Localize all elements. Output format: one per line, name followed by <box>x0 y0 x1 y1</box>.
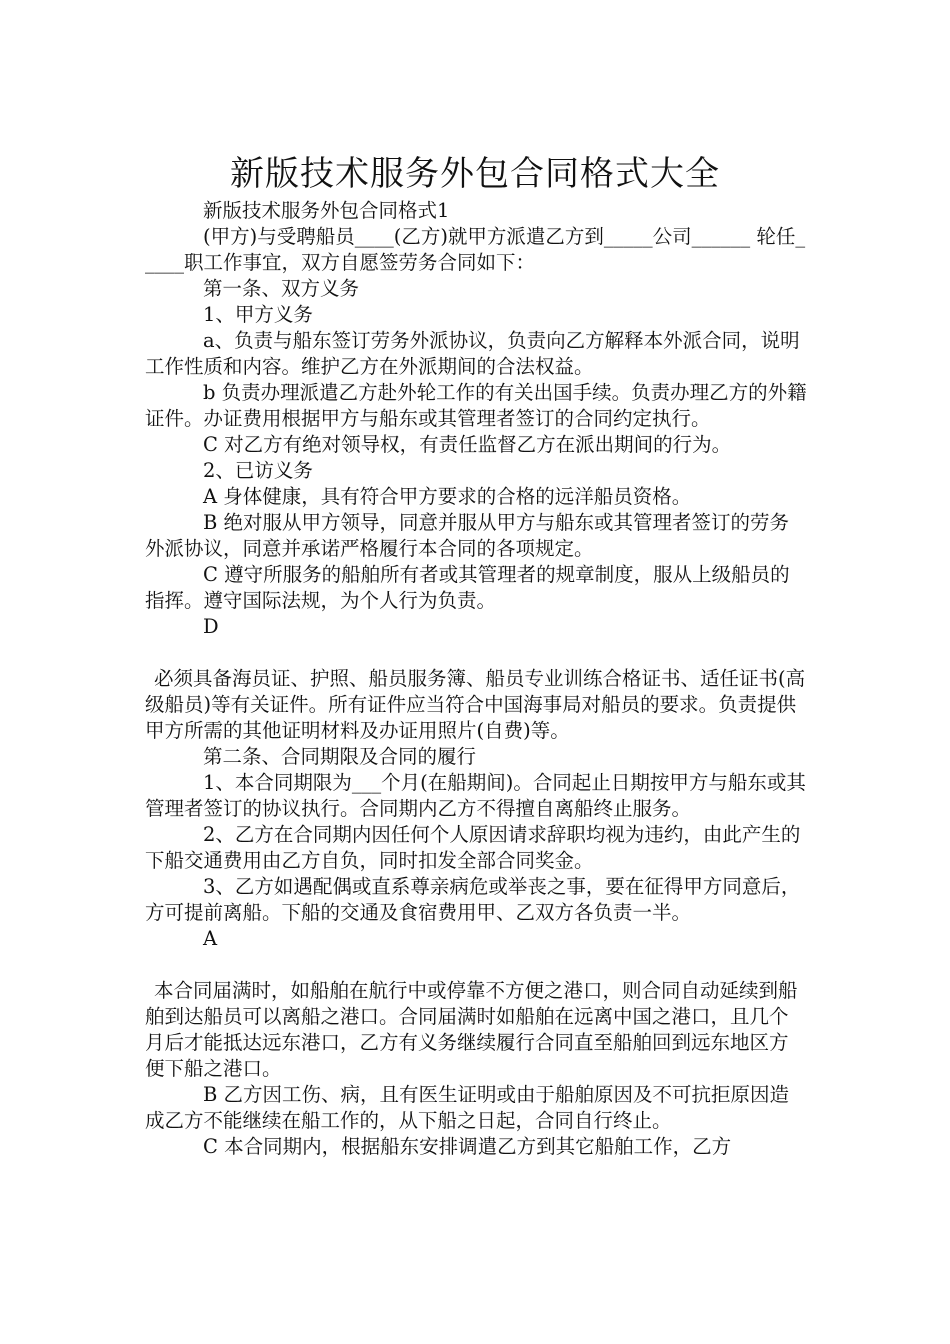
paragraph-party-a-item-b: b 负责办理派遣乙方赴外轮工作的有关出国手续。负责办理乙方的外籍证件。办证费用根据甲方与船东或其管理者签订的合同约定执行。 <box>145 381 807 430</box>
paragraph-subtitle: 新版技术服务外包合同格式1 <box>203 199 450 222</box>
paragraph-party-b-item-a: A 身体健康，具有符合甲方要求的合格的远洋船员资格。 <box>203 485 692 508</box>
paragraph-article-1-heading: 第一条、双方义务 <box>203 277 360 300</box>
paragraph-term-1: 1、本合同期限为___个月(在船期间)。合同起止日期按甲方与船东或其管理者签订的协议执行。合同期内乙方不得擅自离船终止服务。 <box>145 771 806 820</box>
document-title: 新版技术服务外包合同格式大全 <box>230 153 720 194</box>
paragraph-term-b: B 乙方因工伤、病，且有医生证明或由于船舶原因及不可抗拒原因造成乙方不能继续在船工作的，从下船之日起，合同自行终止。 <box>145 1083 790 1132</box>
paragraph-article-2-heading: 第二条、合同期限及合同的履行 <box>203 745 477 768</box>
paragraph-term-a-label: A <box>203 927 218 950</box>
paragraph-term-c: C 本合同期内，根据船东安排调遣乙方到其它船舶工作，乙方 <box>203 1135 732 1158</box>
blank-line <box>145 952 807 978</box>
document-body <box>145 198 807 1160</box>
paragraph-party-b-item-b: B 绝对服从甲方领导，同意并服从甲方与船东或其管理者签订的劳务外派协议，同意并承诺严格履行本合同的各项规定。 <box>145 511 790 560</box>
paragraph-term-a: 本合同届满时，如船舶在航行中或停靠不方便之港口，则合同自动延续到船舶到达船员可以离船之港口。合同届满时如船舶在远离中国之港口，且几个月后才能抵达远东港口，乙方有义务继续履行合同直至船舶回到远东地区方便下船之港口。 <box>145 979 798 1080</box>
paragraph-party-b-item-d-label: D <box>203 615 219 638</box>
paragraph-party-b-obligations-heading: 2、已访义务 <box>203 459 313 482</box>
paragraph-party-a-obligations-heading: 1、甲方义务 <box>203 303 313 326</box>
paragraph-party-b-item-c: C 遵守所服务的船舶所有者或其管理者的规章制度，服从上级船员的指挥。遵守国际法规，为个人行为负责。 <box>145 563 790 612</box>
blank-line <box>145 640 807 666</box>
paragraph-parties: (甲方)与受聘船员____(乙方)就甲方派遣乙方到_____公司______ 轮任_____职工作事宜，双方自愿签劳务合同如下： <box>145 225 806 274</box>
paragraph-party-b-item-d: 必须具备海员证、护照、船员服务簿、船员专业训练合格证书、适任证书(高级船员)等有关证件。所有证件应当符合中国海事局对船员的要求。负责提供甲方所需的其他证明材料及办证用照片(自费)等。 <box>145 667 806 742</box>
paragraph-party-a-item-a: a、负责与船东签订劳务外派协议，负责向乙方解释本外派合同，说明工作性质和内容。维护乙方在外派期间的合法权益。 <box>145 329 800 378</box>
paragraph-term-2: 2、乙方在合同期内因任何个人原因请求辞职均视为违约，由此产生的下船交通费用由乙方自负，同时扣发全部合同奖金。 <box>145 823 801 872</box>
paragraph-term-3: 3、乙方如遇配偶或直系尊亲病危或举丧之事，要在征得甲方同意后，方可提前离船。下船的交通及食宿费用甲、乙双方各负责一半。 <box>145 875 801 924</box>
paragraph-party-a-item-c: C 对乙方有绝对领导权，有责任监督乙方在派出期间的行为。 <box>203 433 732 456</box>
